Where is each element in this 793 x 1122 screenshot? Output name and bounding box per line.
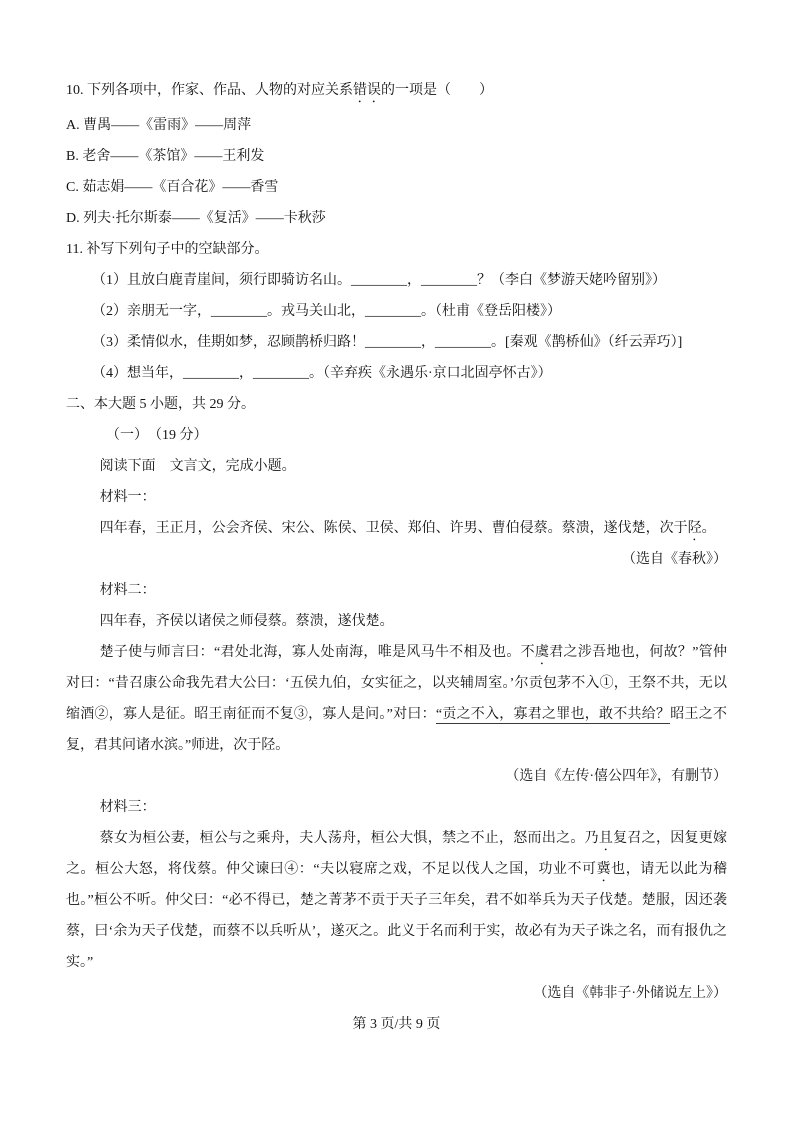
emphasized-text: 冀 [596,862,612,877]
question-10-option-a: A. 曹禺——《雷雨》——周萍 [66,118,252,133]
text-segment: 蔡女为桓公妻，桓公与之乘舟，夫人荡舟，桓公大惧，禁之不止，怒而出之。乃 [99,831,599,846]
question-10-title [66,75,727,106]
text-segment: 君之涉吾地也，何故？”管仲对曰：“昔召康公命我先君大公曰：‘五侯九伯，女实征之，以夹辅周室。’尔贡包茅不入①，王祭不共，无以缩酒②，寡人是征。昭王南征而不复③，寡人是问。”对曰： [66,645,728,722]
page-footer: 第 3 页/共 9 页 [352,1017,441,1032]
underlined-text: “贡之不入，寡君之罪也，敢不共给？ [435,707,671,722]
question-11-item-3: （3）柔情似水，佳期如梦，忍顾鹊桥归路！________，________。[秦观《鹊桥仙》（纤云弄巧）] [92,335,683,350]
emphasized-text: 错误 [353,83,381,98]
subsection-1-heading: （一） （19 分） [106,428,208,443]
text-segment: 复召之，因复更嫁之。桓公大怒，将伐蔡。仲父谏曰④：“夫以寝席之戏，不足以伐人之国，功业不可 [66,831,728,877]
material-2-paragraph-1 [66,606,727,637]
text-segment: 四年春，王正月，公会齐侯、宋公、陈侯、卫侯、郑伯、许男、曹伯侵蔡。蔡溃，遂伐楚，次于 [99,521,688,536]
emphasized-text: 且 [598,831,614,846]
text-segment: 10. 下列各项中，作家、作品、人物的对应关系 [66,83,353,98]
material-3-paragraph [66,823,727,978]
question-11-item-4: （4）想当年，________，________。（辛弃疾《永遇乐·京口北固亭怀古》） [92,366,552,381]
text-segment: 的一项是（ ） [381,83,493,98]
material-1-source: （选自《春秋》） [622,552,727,567]
emphasized-text: 虞 [534,645,550,660]
material-2-source: （选自《左传·僖公四年》，有删节） [505,769,727,784]
reading-instruction: 阅读下面 文言文，完成小题。 [99,459,296,474]
question-11-item-1: （1）且放白鹿青崖间，须行即骑访名山。________，________？（李白《梦游天姥吟留别》） [92,273,666,288]
material-1-paragraph [66,513,727,544]
material-2-label: 材料二： [99,583,156,598]
emphasized-text: 陉 [687,521,702,536]
question-11-item-2: （2）亲朋无一字，________。戎马关山北，________。（杜甫《登岳阳楼》） [92,304,561,319]
section-2-heading: 二、本大题 5 小题，共 29 分。 [66,397,255,412]
text-segment: 。 [701,521,716,536]
question-11-title: 11. 补写下列句子中的空缺部分。 [66,242,269,257]
question-10-option-c: C. 茹志娟——《百合花》——香雪 [66,180,279,195]
material-1-label: 材料一： [99,490,156,505]
text-segment: 四年春，齐侯以诸侯之师侵蔡。蔡溃，遂伐楚。 [99,614,394,629]
question-10-option-d: D. 列夫·托尔斯泰——《复活》——卡秋莎 [66,211,326,226]
material-2-paragraph-2 [66,637,727,761]
text-segment: 也，请无以此为稽也。”桓公不听。仲父曰：“必不得已，楚之菁茅不贡于天子三年矣，君不如举兵为天子伐楚。楚服，因还袭蔡，曰‘余为天子伐楚，而蔡不以兵听从’，遂灭之。此义于名而利于实，故必有为天子诛之名，而有报仇之实。” [66,862,728,970]
material-3-source: （选自《韩非子·外储说左上》） [533,986,727,1001]
text-segment: 楚子使与师言曰：“君处北海，寡人处南海，唯是风马牛不相及也。不 [99,645,535,660]
question-10-option-b: B. 老舍——《茶馆》——王利发 [66,149,265,164]
text-segment: 昭王之不复，君其问诸水滨。”师进，次于陉。 [66,707,728,753]
material-3-label: 材料三： [99,800,156,815]
